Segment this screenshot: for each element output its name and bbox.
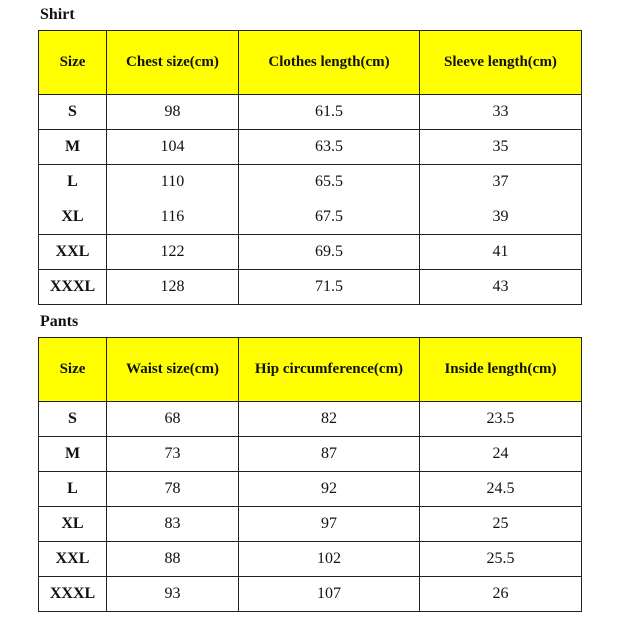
table-row	[39, 270, 582, 305]
value-cell: 122	[107, 235, 239, 270]
size-cell: L	[39, 472, 107, 507]
value-cell: 68	[107, 402, 239, 437]
pants-section-title: Pants	[40, 313, 79, 330]
table-header-row	[39, 31, 582, 95]
value-cell: 69.5	[239, 235, 420, 270]
value-cell: 24.5	[420, 472, 582, 507]
size-cell: XXXL	[39, 577, 107, 612]
value-cell: 104	[107, 130, 239, 165]
table-row	[39, 507, 582, 542]
table-row	[39, 235, 582, 270]
header-sleeve-length: Sleeve length(cm)	[420, 31, 582, 95]
table-row	[39, 437, 582, 472]
value-cell: 92	[239, 472, 420, 507]
size-cell: M	[39, 130, 107, 165]
size-cell: XXL	[39, 235, 107, 270]
header-inside-length: Inside length(cm)	[420, 338, 582, 402]
table-row	[39, 200, 582, 235]
table-row	[39, 472, 582, 507]
value-cell: 83	[107, 507, 239, 542]
value-cell: 61.5	[239, 95, 420, 130]
size-cell: XXL	[39, 542, 107, 577]
header-clothes-length: Clothes length(cm)	[239, 31, 420, 95]
value-cell: 88	[107, 542, 239, 577]
value-cell: 97	[239, 507, 420, 542]
header-size: Size	[39, 338, 107, 402]
table-row	[39, 577, 582, 612]
value-cell: 25	[420, 507, 582, 542]
shirt-size-table	[38, 30, 582, 305]
header-hip-circumference: Hip circumference(cm)	[239, 338, 420, 402]
value-cell: 43	[420, 270, 582, 305]
value-cell: 39	[420, 200, 582, 235]
size-cell: XXXL	[39, 270, 107, 305]
size-cell: L	[39, 165, 107, 200]
value-cell: 98	[107, 95, 239, 130]
value-cell: 93	[107, 577, 239, 612]
value-cell: 110	[107, 165, 239, 200]
shirt-section-title: Shirt	[40, 6, 75, 23]
value-cell: 65.5	[239, 165, 420, 200]
table-header-row	[39, 338, 582, 402]
value-cell: 37	[420, 165, 582, 200]
table-row	[39, 95, 582, 130]
value-cell: 41	[420, 235, 582, 270]
value-cell: 128	[107, 270, 239, 305]
size-cell: M	[39, 437, 107, 472]
header-waist-size: Waist size(cm)	[107, 338, 239, 402]
size-cell: S	[39, 95, 107, 130]
value-cell: 107	[239, 577, 420, 612]
header-chest-size: Chest size(cm)	[107, 31, 239, 95]
table-row	[39, 402, 582, 437]
value-cell: 67.5	[239, 200, 420, 235]
table-row	[39, 542, 582, 577]
pants-size-table	[38, 337, 582, 612]
value-cell: 73	[107, 437, 239, 472]
value-cell: 71.5	[239, 270, 420, 305]
value-cell: 78	[107, 472, 239, 507]
value-cell: 25.5	[420, 542, 582, 577]
value-cell: 63.5	[239, 130, 420, 165]
value-cell: 24	[420, 437, 582, 472]
size-cell: XL	[39, 200, 107, 235]
value-cell: 116	[107, 200, 239, 235]
value-cell: 35	[420, 130, 582, 165]
value-cell: 33	[420, 95, 582, 130]
value-cell: 102	[239, 542, 420, 577]
size-cell: XL	[39, 507, 107, 542]
value-cell: 87	[239, 437, 420, 472]
value-cell: 26	[420, 577, 582, 612]
size-cell: S	[39, 402, 107, 437]
header-size: Size	[39, 31, 107, 95]
table-row	[39, 130, 582, 165]
table-row	[39, 165, 582, 200]
value-cell: 82	[239, 402, 420, 437]
value-cell: 23.5	[420, 402, 582, 437]
